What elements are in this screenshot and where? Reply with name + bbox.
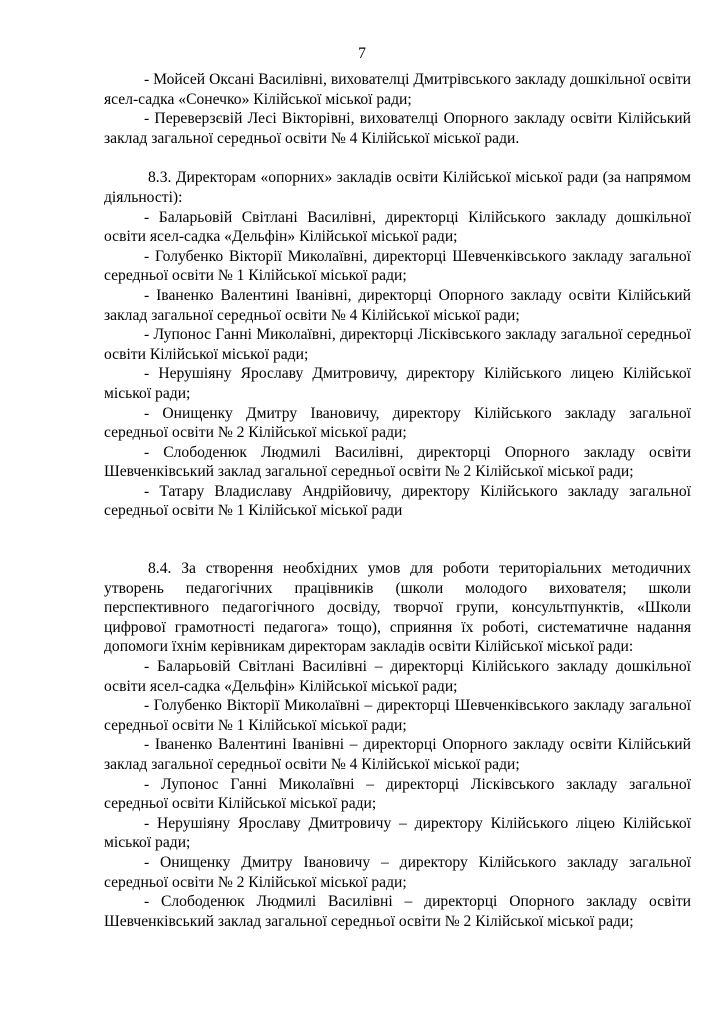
section-8-4-heading: 8.4. За створення необхідних умов для роботи територіальних методичних утворень педагогічних працівників (школи молодого вихователя; школи перспективного педагогічного досвіду, творчої групи, консультпунктів, «Школи цифрової грамотності педагога» тощо), сприяння їх роботі, систематичне надання допомоги їхнім керівникам директорам закладів освіти Кілійської міської ради: xyxy=(104,560,691,656)
list-item: - Нерушіяну Ярославу Дмитровичу, директору Кілійського лицею Кілійської міської ради; xyxy=(104,365,691,402)
spacer xyxy=(104,521,691,559)
list-item: - Голубенко Вікторії Миколаївні, директорці Шевченківського закладу загальної середньої освіти № 1 Кілійської міської ради; xyxy=(104,247,691,285)
list-item: - Нерушіяну Ярославу Дмитровичу – директору Кілійського ліцею Кілійської міської ради; xyxy=(104,814,691,852)
list-item: - Мойсей Оксані Василівні, вихователці Дмитрівського закладу дошкільної освіти ясел-садка «Сонечко» Кілійської міської ради; xyxy=(104,71,691,108)
list-item: - Іваненко Валентині Іванівні – директорці Опорного закладу освіти Кілійський заклад загальної середньої освіти № 4 Кілійської міської ради; xyxy=(104,736,691,773)
list-item: - Лупонос Ганні Миколаївні, директорці Лісківського закладу загальної середньої освіти Кілійської міської ради; xyxy=(104,326,691,363)
list-item: - Онищенку Дмитру Івановичу – директору Кілійського закладу загальної середньої освіти № 2 Кілійської міської ради; xyxy=(104,853,691,891)
list-item: - Онищенку Дмитру Івановичу, директору Кілійського закладу загальної середньої освіти № 2 Кілійської міської ради; xyxy=(104,404,691,442)
list-item: - Слободенюк Людмилі Василівні, директорці Опорного закладу освіти Шевченківський заклад загальної середньої освіти № 2 Кілійської міської ради; xyxy=(104,443,691,481)
document-body xyxy=(104,70,691,931)
section-8-3-heading: 8.3. Директорам «опорних» закладів освіти Кілійської міської ради (за напрямом діяльності): xyxy=(104,169,691,206)
list-item: - Татару Владиславу Андрійовичу, директору Кілійського закладу загальної середньої освіти № 1 Кілійської міської ради xyxy=(104,482,691,520)
spacer xyxy=(104,148,691,168)
list-item: - Лупонос Ганні Миколаївні – директорці Лісківського закладу загальної середньої освіти Кілійської міської ради; xyxy=(104,775,691,813)
list-item: - Баларьовій Світлані Василівні, директорці Кілійського закладу дошкільної освіти ясел-садка «Дельфін» Кілійської міської ради; xyxy=(104,208,691,246)
list-item: - Іваненко Валентині Іванівні, директорці Опорного закладу освіти Кілійський заклад загальної середньої освіти № 4 Кілійської міської ради; xyxy=(104,286,691,324)
list-item: - Слободенюк Людмилі Василівні – директорці Опорного закладу освіти Шевченківський заклад загальної середньої освіти № 2 Кілійської міської ради; xyxy=(104,893,691,930)
list-item: - Переверзєвій Лесі Вікторівні, вихователці Опорного закладу освіти Кілійський заклад загальної середньої освіти № 4 Кілійської міської ради. xyxy=(104,110,691,147)
list-item: - Баларьовій Світлані Василівні – директорці Кілійського закладу дошкільної освіти ясел-садка «Дельфін» Кілійської міської ради; xyxy=(104,658,691,695)
list-item: - Голубенко Вікторії Миколаївні – директорці Шевченківського закладу загальної середньої освіти № 1 Кілійської міської ради; xyxy=(104,697,691,734)
page-number: 7 xyxy=(358,45,366,62)
